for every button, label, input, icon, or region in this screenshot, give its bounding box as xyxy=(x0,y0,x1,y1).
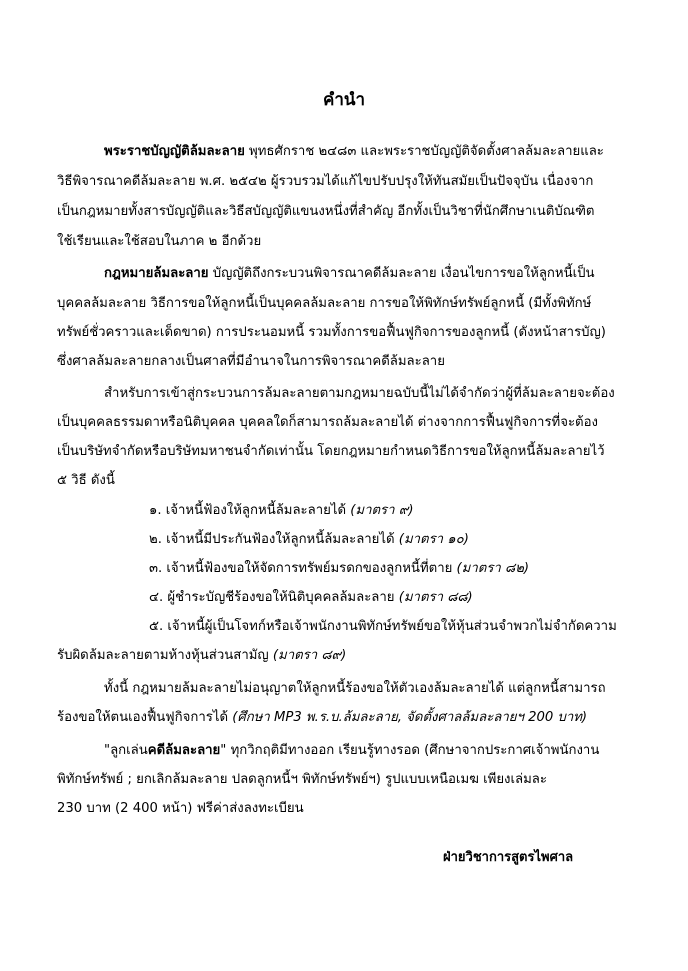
paragraph-2-line-4: ซึ่งศาลล้มละลายกลางเป็นศาลที่มีอำนาจในการพิจารณาคดีล้มละลาย xyxy=(57,354,445,369)
paragraph-5-line-2: พิทักษ์ทรัพย์ ; ยกเลิกล้มละลาย ปลดลูกหนี้ฯ พิทักษ์ทรัพย์ฯ) รูปแบบเหนือเมฆ เพียงเล่มละ xyxy=(57,772,547,787)
method-item-1 xyxy=(149,501,414,521)
paragraph-2-line-3: ทรัพย์ชั่วคราวและเด็ดขาด) การประนอมหนี้ รวมทั้งการขอฟื้นฟูกิจการของลูกหนี้ (ดังหน้าสารบัญ) xyxy=(57,325,606,340)
study-note-italic: (ศึกษา MP3 พ.ร.บ.ล้มละลาย, จัดตั้งศาลล้มละลายฯ 200 บาท) xyxy=(232,710,588,725)
paragraph-1-line-2: วิธีพิจารณาคดีล้มละลาย พ.ศ. ๒๕๔๒ ผู้รวบรวมได้แก้ไขปรับปรุงให้ทันสมัยเป็นปัจจุบัน เนื่องจาก xyxy=(57,174,594,189)
paragraph-1-line-4: ใช้เรียนและใช้สอบในภาค ๒ อีกด้วย xyxy=(57,234,262,249)
method-item-4 xyxy=(149,588,473,608)
paragraph-text: ทุกวิกฤติมีทางออก เรียนรู้ทางรอด (ศึกษาจากประกาศเจ้าพนักงาน xyxy=(226,743,600,758)
paragraph-3-line-2: เป็นบุคคลธรรมดาหรือนิติบุคคล บุคคลใดก็สามารถล้มละลายได้ ต่างจากการฟื้นฟูกิจการที่จะต้อง xyxy=(57,415,598,430)
paragraph-2-line-2: บุคคลล้มละลาย วิธีการขอให้ลูกหนี้เป็นบุคคลล้มละลาย การขอให้พิทักษ์ทรัพย์ลูกหนี้ (มีทั้งพิทักษ์ xyxy=(57,296,592,311)
quote-close: " xyxy=(220,743,227,758)
method-item-2 xyxy=(149,530,469,550)
paragraph-2-line-1 xyxy=(104,264,595,284)
paragraph-text: ร้องขอให้ตนเองฟื้นฟูกิจการได้ xyxy=(57,710,233,725)
paragraph-5-line-3: 230 บาท (2 400 หน้า) ฟรีค่าส่งลงทะเบียน xyxy=(57,801,304,816)
section-reference: (มาตรา ๑๐) xyxy=(398,532,469,547)
paragraph-5-line-1 xyxy=(104,741,599,761)
paragraph-text: พุทธศักราช ๒๔๘๓ และพระราชบัญญัติจัดตั้งศาลล้มละลายและ xyxy=(244,144,604,159)
method-text: ๓. เจ้าหนี้ฟ้องขอให้จัดการทรัพย์มรดกของลูกหนี้ที่ตาย xyxy=(149,561,457,576)
section-reference: (มาตรา ๘๙) xyxy=(272,648,347,663)
section-reference: (มาตรา ๙) xyxy=(350,503,414,518)
page-title: คำนำ xyxy=(322,90,366,110)
paragraph-text: บัญญัติถึงกระบวนพิจารณาคดีล้มละลาย เงื่อนไขการขอให้ลูกหนี้เป็น xyxy=(208,266,595,281)
method-text: ๒. เจ้าหนี้มีประกันฟ้องให้ลูกหนี้ล้มละลายได้ xyxy=(149,532,399,547)
paragraph-4-line-2 xyxy=(57,708,587,728)
signature: ฝ่ายวิชาการสูตรไพศาล xyxy=(443,850,574,865)
method-text: ๔. ผู้ชำระบัญชีร้องขอให้นิติบุคคลล้มละลาย xyxy=(149,590,399,605)
method-item-3 xyxy=(149,559,529,579)
paragraph-1-line-1 xyxy=(104,142,604,162)
paragraph-1-line-3: เป็นกฎหมายทั้งสารบัญญัติและวิธีสบัญญัติแขนงหนึ่งที่สำคัญ อีกทั้งเป็นวิชาที่นักศึกษาเนติบัณฑิต xyxy=(57,204,595,219)
act-name-bold: พระราชบัญญัติล้มละลาย xyxy=(104,144,245,159)
section-reference: (มาตรา ๘๘) xyxy=(398,590,473,605)
paragraph-3-line-3: เป็นบริษัทจำกัดหรือบริษัทมหาชนจำกัดเท่านั้น โดยกฎหมายกำหนดวิธีการขอให้ลูกหนี้ล้มละลายไว้ xyxy=(57,444,605,459)
section-reference: (มาตรา ๘๒) xyxy=(456,561,530,576)
paragraph-4-line-1: ทั้งนี้ กฎหมายล้มละลายไม่อนุญาตให้ลูกหนี้ร้องขอให้ตัวเองล้มละลายได้ แต่ลูกหนี้สามารถ xyxy=(104,681,606,696)
law-name-bold: กฎหมายล้มละลาย xyxy=(104,266,209,281)
method-item-5-continued xyxy=(57,646,346,666)
method-item-5: ๕. เจ้าหนี้ผู้เป็นโจทก์หรือเจ้าพนักงานพิทักษ์ทรัพย์ขอให้หุ้นส่วนจำพวกไม่จำกัดความ xyxy=(149,619,617,634)
book-title-prefix: "ลูกเล่น xyxy=(104,743,148,758)
paragraph-3-line-1: สำหรับการเข้าสู่กระบวนการล้มละลายตามกฎหมายฉบับนี้ไม่ได้จำกัดว่าผู้ที่ล้มละลายจะต้อง xyxy=(104,386,615,401)
method-text: ๑. เจ้าหนี้ฟ้องให้ลูกหนี้ล้มละลายได้ xyxy=(149,503,351,518)
book-title-bold: คดีล้มละลาย xyxy=(147,743,221,758)
paragraph-3-line-4: ๕ วิธี ดังนี้ xyxy=(57,473,115,488)
method-text: รับผิดล้มละลายตามห้างหุ้นส่วนสามัญ xyxy=(57,648,273,663)
